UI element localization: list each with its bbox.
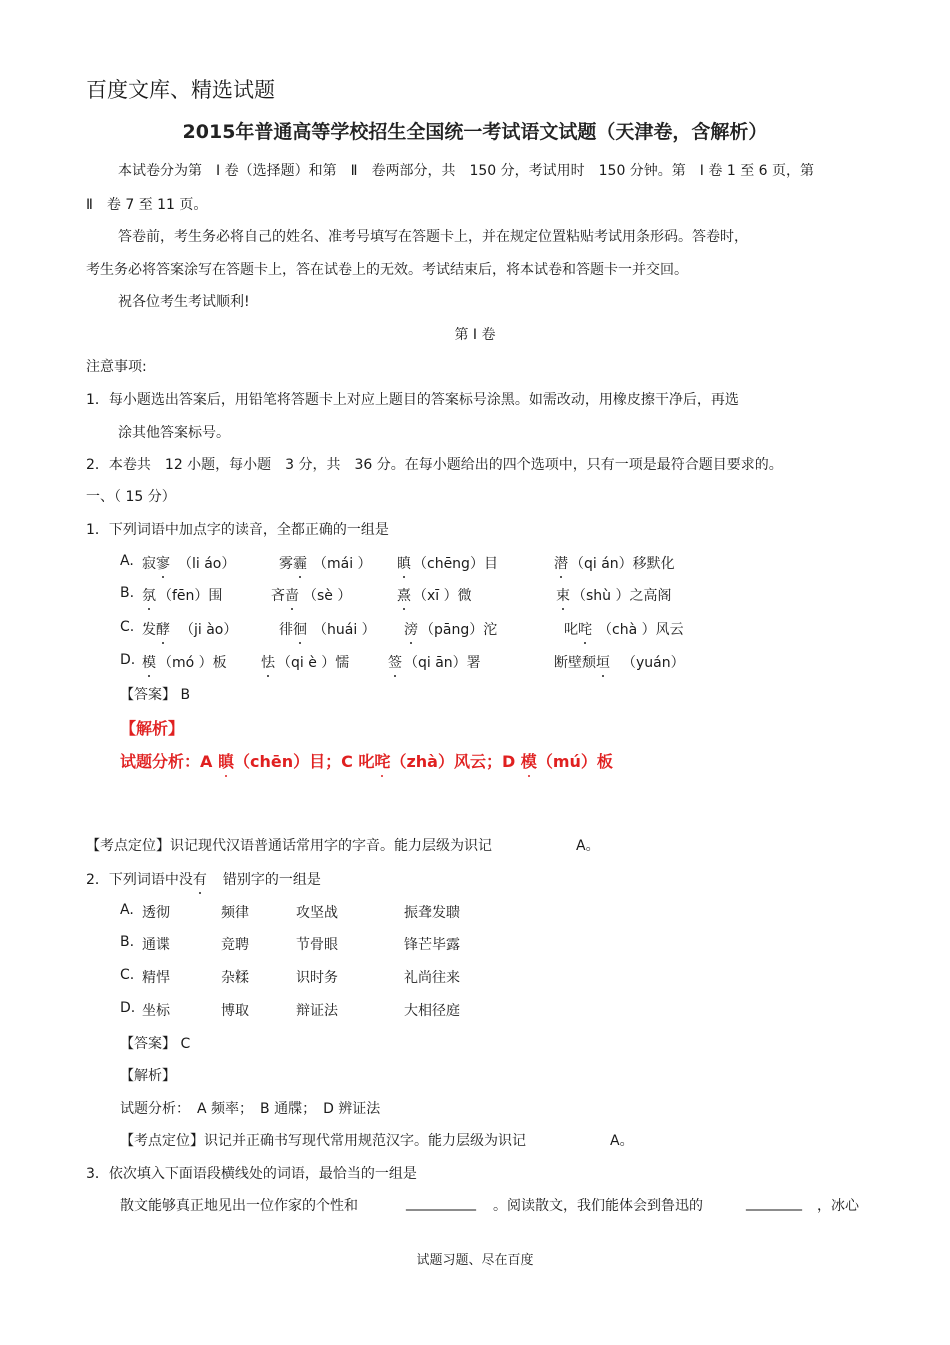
emphasis-dot-char: 咤 xyxy=(578,619,592,639)
emphasis-dot-char: 有 xyxy=(193,869,207,889)
question-3-blank-2: ________ xyxy=(746,1195,802,1211)
emphasis-dot-char: 徊 xyxy=(293,619,307,639)
question-1-analysis-label: 【解析】 xyxy=(120,719,185,738)
emphasis-dot-char: 啬 xyxy=(285,585,299,605)
question-3-passage-mid: 。阅读散文，我们能体会到鲁迅的 xyxy=(493,1198,703,1214)
notice-item-2: 2．本卷共 12 小题，每小题 3 分，共 36 分。在每小题给出的四个选项中，只有一项是最符合题目要求的。 xyxy=(86,457,783,473)
question-1-answer: 【答案】 B xyxy=(120,687,191,703)
section-title: 第 Ⅰ 卷 xyxy=(454,327,496,343)
emphasis-dot-char: 寥 xyxy=(156,553,170,573)
question-3-blank-1: __________ xyxy=(406,1195,476,1211)
notice-item-1-cont: 涂其他答案标号。 xyxy=(118,425,230,441)
question-2-analysis: 试题分析： A 频率； B 通牒； D 辨证法 xyxy=(120,1101,381,1117)
emphasis-dot-char: 瞋 xyxy=(397,553,411,573)
emphasis-dot-char: 霾 xyxy=(293,553,307,573)
emphasis-dot-char: 咤 xyxy=(374,749,390,772)
question-2-keypoint-level: A。 xyxy=(610,1133,634,1149)
notice-heading: 注意事项: xyxy=(86,359,147,375)
emphasis-dot-char: 怯 xyxy=(261,652,275,672)
page-footer: 试题习题、尽在百度 xyxy=(416,1253,534,1268)
intro-line-2: Ⅱ 卷 7 至 11 页。 xyxy=(86,197,208,213)
intro-line-4: 考生务必将答案涂写在答题卡上，答在试卷上的无效。考试结束后，将本试卷和答题卡一并交回。 xyxy=(86,262,688,278)
emphasis-dot-char: 瞋 xyxy=(218,749,234,772)
intro-line-5: 祝各位考生考试顺利! xyxy=(118,294,250,310)
emphasis-dot-char: 熹 xyxy=(397,585,411,605)
question-3-passage-end: ，冰心 xyxy=(817,1198,859,1214)
emphasis-dot-char: 模 xyxy=(142,652,156,672)
question-1-analysis: 试题分析：A 瞋（chēn）目；C 叱咤（zhà）风云；D 模（mú）板 xyxy=(120,749,613,772)
notice-item-1: 1．每小题选出答案后，用铅笔将答题卡上对应上题目的答案标号涂黑。如需改动，用橡皮擦干净后，再选 xyxy=(86,392,739,408)
emphasis-dot-char: 垣 xyxy=(596,652,610,672)
question-3-passage-line-1: 散文能够真正地见出一位作家的个性和 xyxy=(120,1198,358,1214)
emphasis-dot-char: 酵 xyxy=(156,619,170,639)
question-2-analysis-label: 【解析】 xyxy=(120,1068,176,1084)
part-one-heading: 一、（ 15 分） xyxy=(86,489,176,505)
question-2-keypoint: 【考点定位】识记并正确书写现代常用规范汉字。能力层级为识记 xyxy=(120,1133,526,1149)
question-1-keypoint-level: A。 xyxy=(576,838,600,854)
emphasis-dot-char: 模 xyxy=(521,749,537,772)
emphasis-dot-char: 潜 xyxy=(554,553,568,573)
question-1-keypoint: 【考点定位】识记现代汉语普通话常用字的字音。能力层级为识记 xyxy=(86,838,492,854)
question-2-stem: 2．下列词语中没有 错别字的一组是 xyxy=(86,869,321,889)
question-1-stem: 1．下列词语中加点字的读音，全都正确的一组是 xyxy=(86,522,389,538)
question-3-stem: 3．依次填入下面语段横线处的词语，最恰当的一组是 xyxy=(86,1166,417,1182)
emphasis-dot-char: 签 xyxy=(388,652,402,672)
intro-line-3: 答卷前，考生务必将自己的姓名、准考号填写在答题卡上，并在规定位置粘贴考试用条形码。答卷时， xyxy=(118,229,748,245)
document-title: 2015年普通高等学校招生全国统一考试语文试题（天津卷，含解析） xyxy=(182,121,768,143)
emphasis-dot-char: 氛 xyxy=(142,585,156,605)
intro-line-1: 本试卷分为第 Ⅰ 卷（选择题）和第 Ⅱ 卷两部分，共 150 分，考试用时 150 分钟。第 Ⅰ 卷 1 至 6 页，第 xyxy=(118,163,815,179)
question-2-answer: 【答案】 C xyxy=(120,1036,191,1052)
emphasis-dot-char: 束 xyxy=(556,585,570,605)
emphasis-dot-char: 滂 xyxy=(404,619,418,639)
document-header-brand: 百度文库、精选试题 xyxy=(86,78,275,102)
